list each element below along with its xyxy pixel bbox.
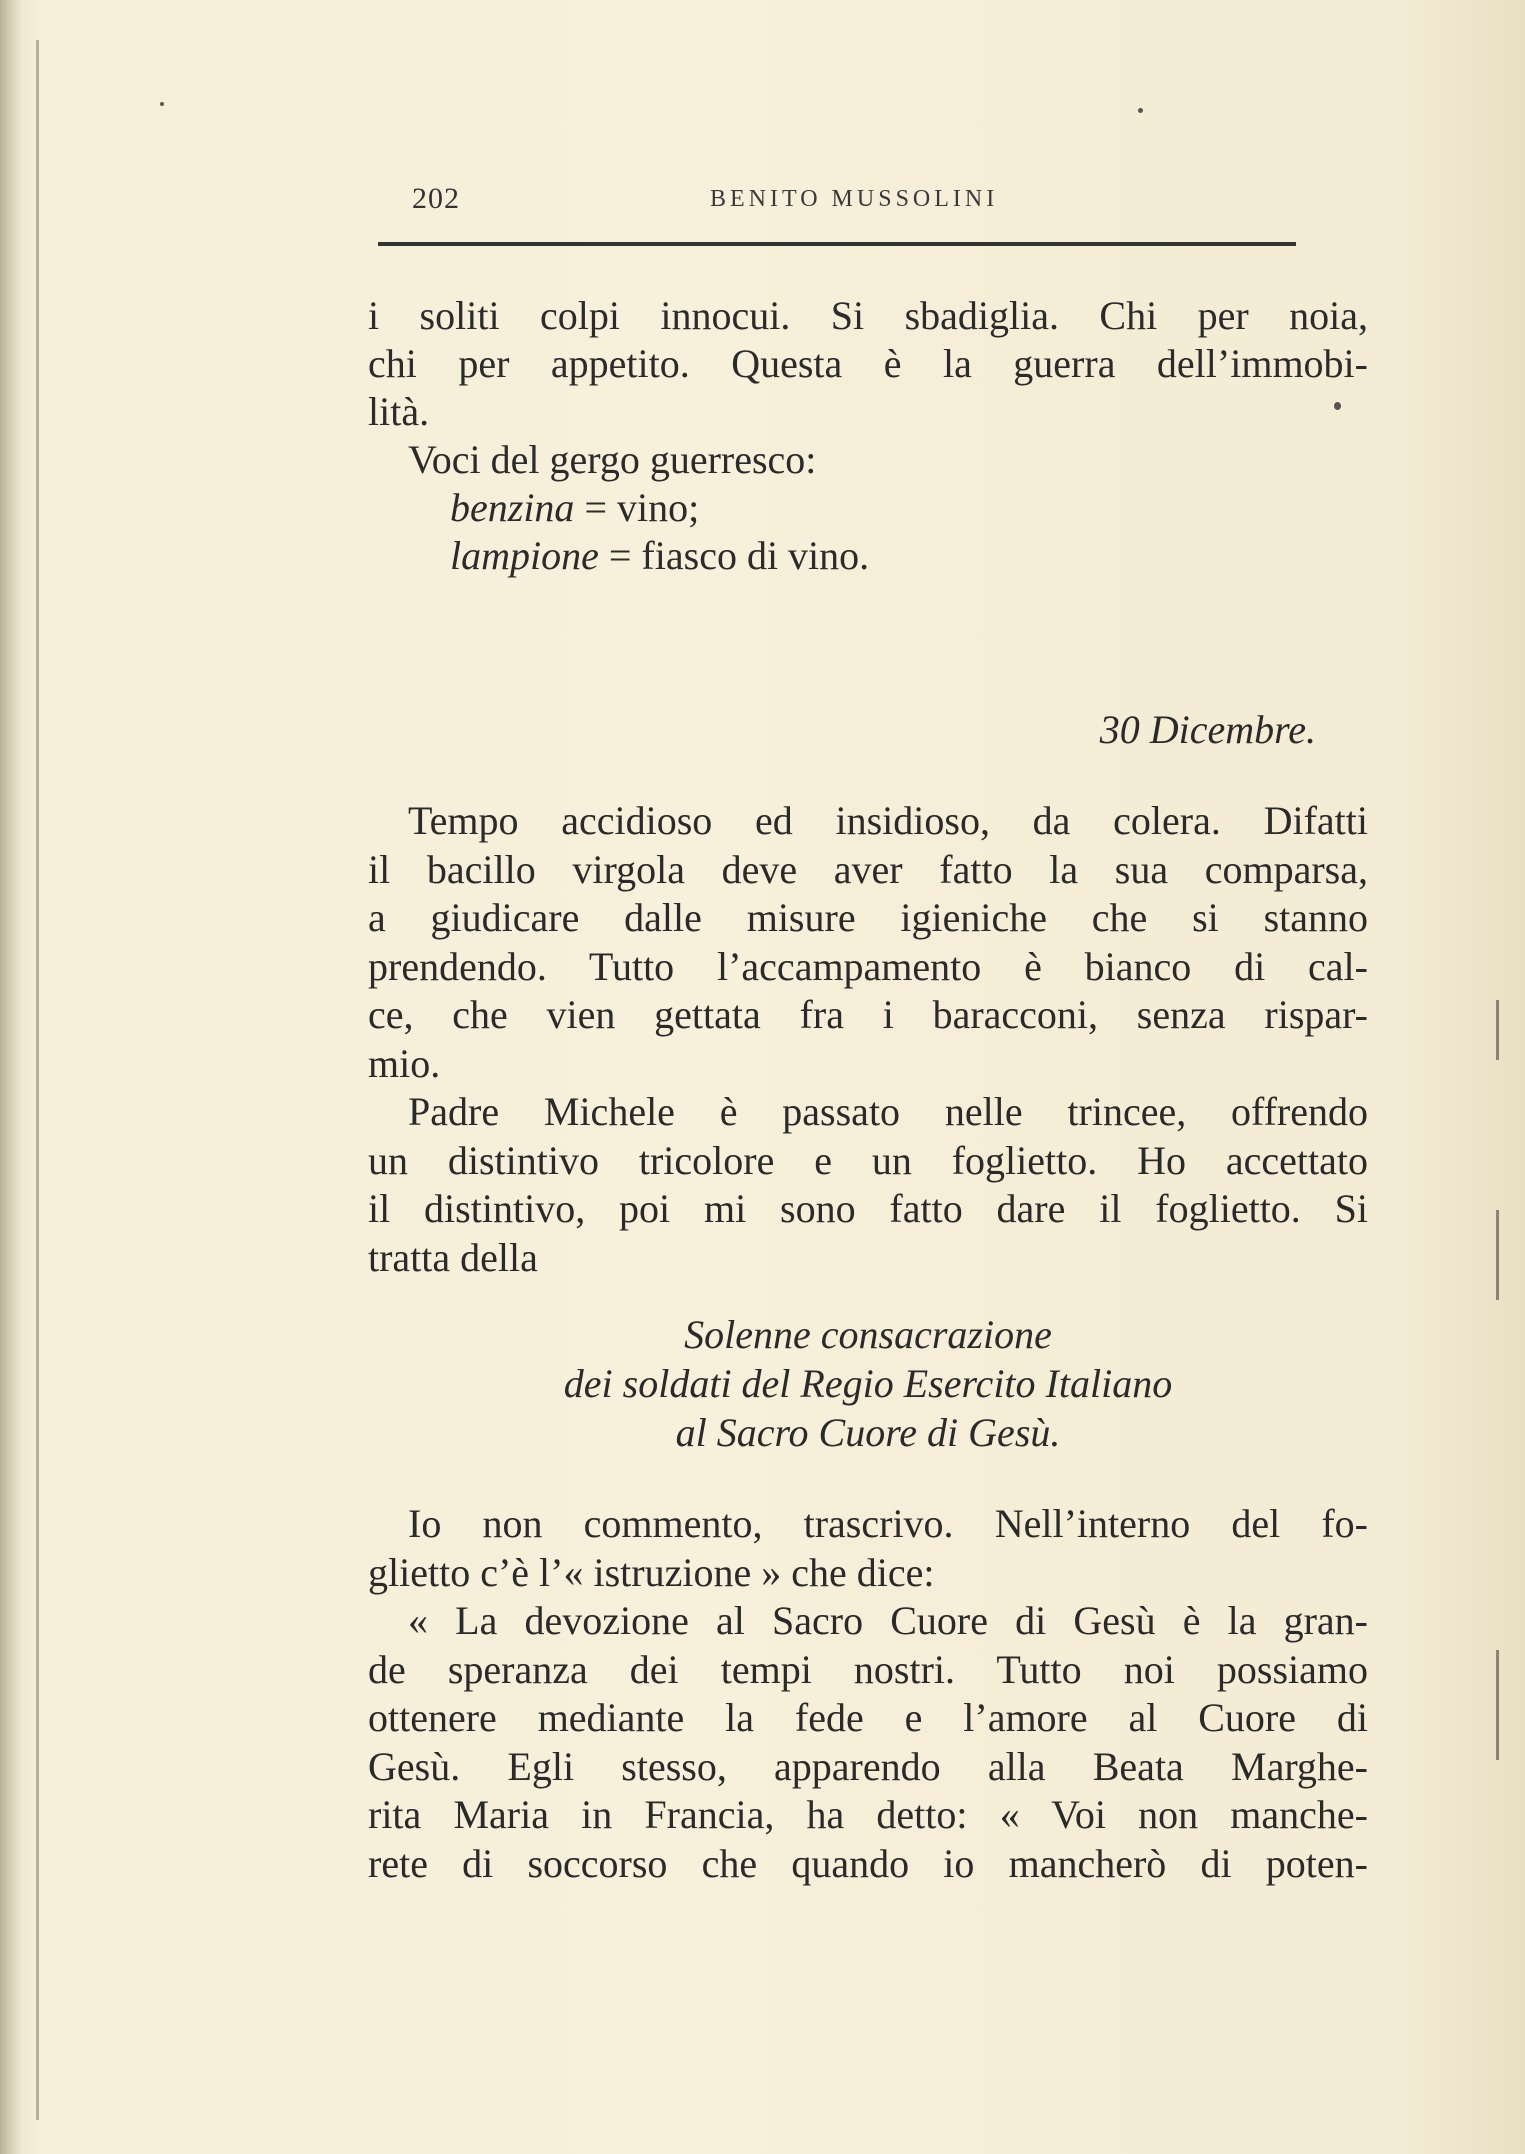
text-line: glietto c’è l’« istruzione » che dice: (368, 1549, 935, 1595)
glossary-entry (368, 532, 1368, 580)
text-line: tratta della (368, 1234, 538, 1280)
text-line: i soliti colpi innocui. Si sbadiglia. Chi per noia, (368, 293, 1368, 338)
title-line: dei soldati del Regio Esercito Italiano (563, 1361, 1173, 1406)
title-line: al Sacro Cuore di Gesù. (675, 1410, 1061, 1455)
text-line: il distintivo, poi mi sono fatto dare il foglietto. Si (368, 1186, 1368, 1231)
glossary-heading: Voci del gergo guerresco: (408, 437, 817, 482)
title-line: Solenne consacrazione (684, 1312, 1052, 1357)
entry-date: 30 Dicembre. (1099, 707, 1316, 752)
glossary-definition: = fiasco di vino. (608, 533, 870, 578)
glossary-term: benzina (450, 485, 575, 530)
running-head: BENITO MUSSOLINI (710, 186, 999, 212)
text-line: Tempo accidioso ed insidioso, da colera. Difatti (408, 798, 1368, 843)
page-number: 202 (412, 182, 460, 215)
text-line: rete di soccorso che quando io mancherò di poten- (368, 1840, 1368, 1886)
glossary-term: lampione (450, 533, 599, 578)
text-line: mio. (368, 1040, 441, 1086)
leaflet-title (368, 1310, 1368, 1457)
intro-text (368, 292, 1368, 580)
glossary-entry (368, 484, 1368, 532)
text-line: un distintivo tricolore e un foglietto. Ho accettato (368, 1137, 1368, 1183)
text-line: rita Maria in Francia, ha detto: « Voi non manche- (368, 1792, 1368, 1837)
closing-paragraph (368, 1500, 1368, 1888)
text-line: de speranza dei tempi nostri. Tutto noi possiamo (368, 1646, 1368, 1692)
text-line: ottenere mediante la fede e l’amore al Cuore di (368, 1695, 1368, 1740)
text-line: Io non commento, trascrivo. Nell’interno del fo- (408, 1501, 1368, 1546)
text-line: a giudicare dalle misure igieniche che si stanno (368, 895, 1368, 940)
page-edge-mark (1496, 1210, 1499, 1300)
page-header (412, 182, 1292, 222)
text-line: chi per appetito. Questa è la guerra dell’immobi- (368, 341, 1368, 386)
text-line: prendendo. Tutto l’accampamento è bianco di cal- (368, 943, 1368, 989)
spine-line (36, 40, 39, 2120)
paper-speck (1138, 108, 1143, 113)
text-line: lità. (368, 389, 430, 434)
text-line: Padre Michele è passato nelle trincee, offrendo (408, 1089, 1368, 1134)
paper-speck (1334, 402, 1341, 410)
text-line: « La devozione al Sacro Cuore di Gesù è la gran- (408, 1598, 1368, 1643)
glossary-definition: = vino; (584, 485, 700, 530)
text-line: il bacillo virgola deve aver fatto la sua comparsa, (368, 846, 1368, 892)
page-edge-mark (1496, 1650, 1499, 1760)
paper-speck (160, 102, 164, 106)
page-edge-mark (1496, 1000, 1499, 1060)
diary-paragraph (368, 797, 1368, 1282)
text-line: ce, che vien gettata fra i baracconi, senza rispar- (368, 992, 1368, 1037)
text-line: Gesù. Egli stesso, apparendo alla Beata Marghe- (368, 1743, 1368, 1789)
spine-shadow (0, 0, 22, 2154)
header-rule (378, 242, 1296, 246)
